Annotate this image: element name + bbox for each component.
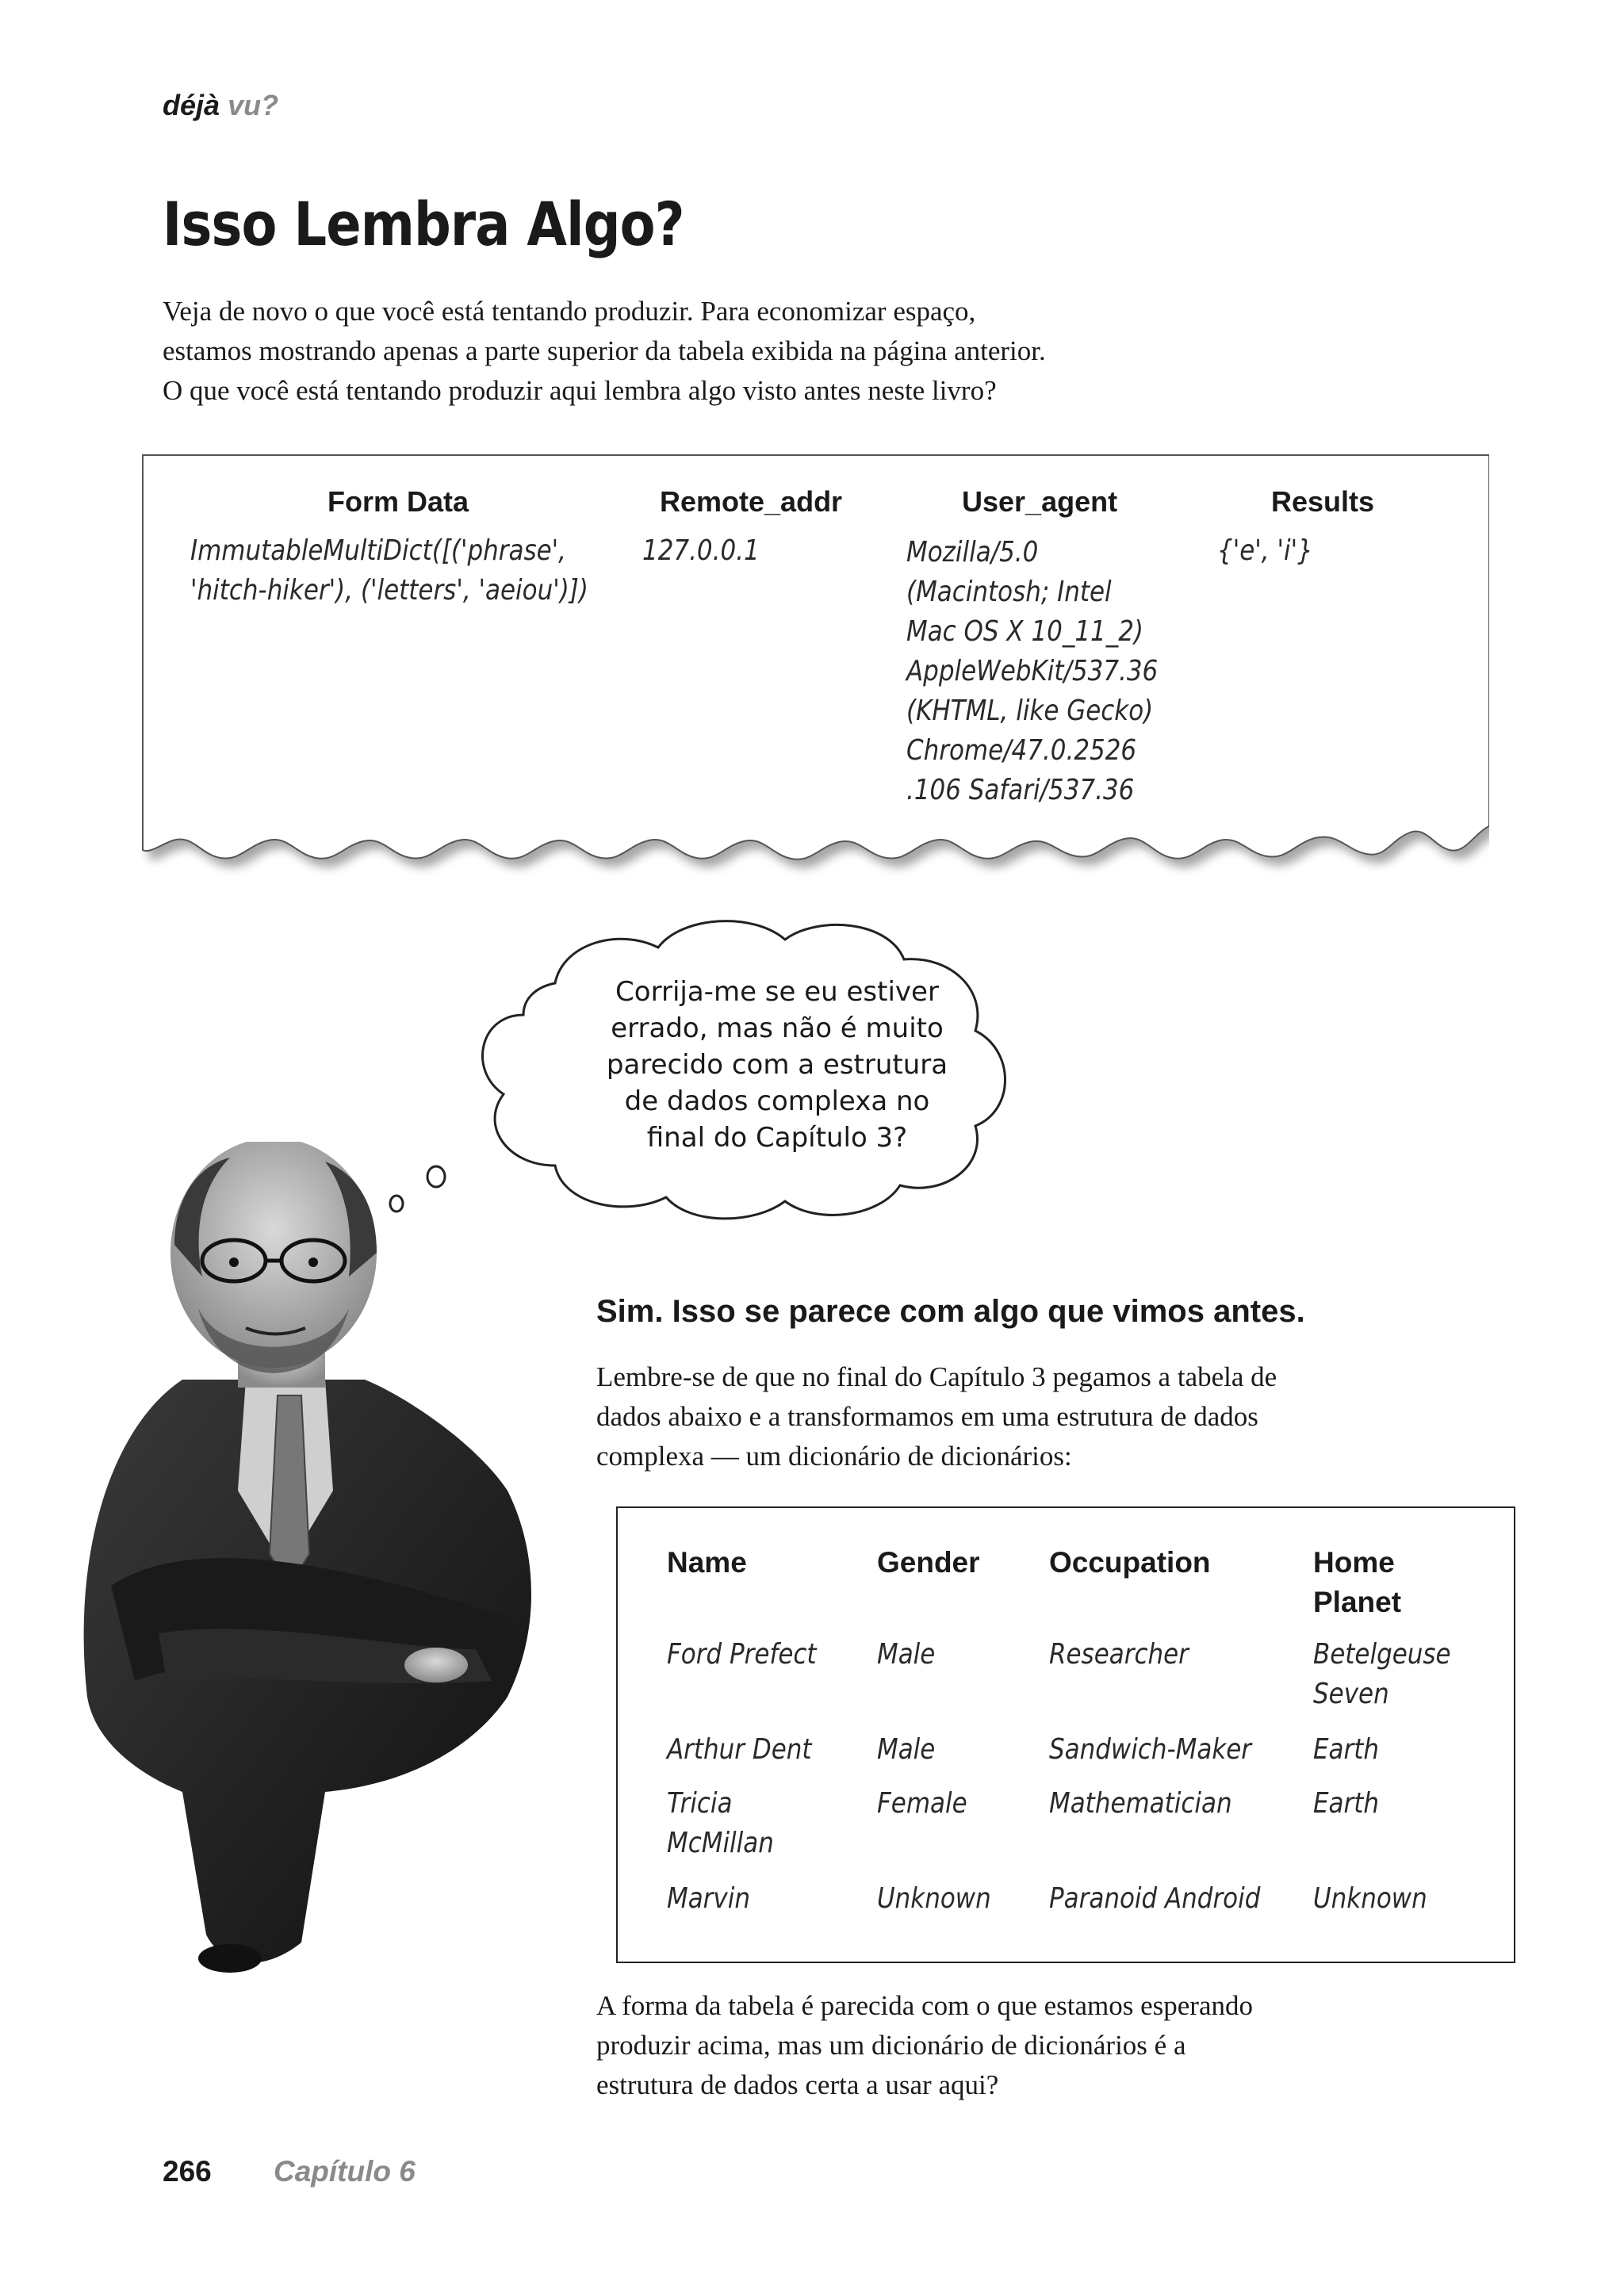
answer-line: dados abaixo e a transformamos em uma estrutura de dados (596, 1401, 1258, 1432)
td-occupation: Mathematician (1049, 1787, 1232, 1820)
td-gender: Male (877, 1733, 936, 1766)
bubble-line: errado, mas não é muito (611, 1013, 944, 1044)
col-header-form-data: Form Data (327, 485, 469, 518)
td-planet (1313, 1635, 1473, 1714)
answer-heading: Sim. Isso se parece com algo que vimos antes. (596, 1294, 1305, 1329)
cell-form-data (190, 531, 653, 611)
td-planet-line: Betelgeuse (1313, 1638, 1451, 1671)
intro-line: O que você está tentando produzir aqui lembra algo visto antes neste livro? (163, 375, 997, 406)
cell-line: (Macintosh; Intel (906, 576, 1112, 608)
th-home-planet (1313, 1543, 1401, 1622)
th-name: Name (667, 1546, 747, 1579)
th-occupation: Occupation (1049, 1546, 1211, 1579)
td-gender: Female (877, 1787, 967, 1820)
col-header-user-agent: User_agent (962, 485, 1118, 518)
td-gender: Male (877, 1638, 936, 1671)
chapter-label: Capítulo 6 (274, 2155, 416, 2188)
cell-line: Chrome/47.0.2526 (906, 734, 1137, 767)
cell-line: Mac OS X 10_11_2) (906, 615, 1143, 648)
intro-paragraph (163, 292, 1471, 411)
answer-line: complexa — um dicionário de dicionários: (596, 1441, 1072, 1472)
td-name-line: McMillan (667, 1827, 774, 1859)
th-home-line: Planet (1313, 1586, 1402, 1618)
td-occupation: Sandwich-Maker (1049, 1733, 1252, 1766)
td-planet-line: Seven (1313, 1678, 1389, 1710)
running-header (163, 89, 278, 122)
log-table-card (141, 454, 1489, 882)
td-name: Arthur Dent (667, 1733, 812, 1766)
cell-remote-addr: 127.0.0.1 (642, 534, 760, 567)
cell-line: (KHTML, like Gecko) (906, 695, 1154, 727)
page-number: 266 (163, 2155, 212, 2188)
col-header-remote-addr: Remote_addr (660, 485, 843, 518)
td-name (667, 1784, 791, 1863)
th-home-line: Home (1313, 1546, 1395, 1579)
td-planet: Earth (1313, 1733, 1380, 1766)
td-occupation: Researcher (1049, 1638, 1189, 1671)
cell-user-agent (906, 533, 1199, 810)
closing-line: produzir acima, mas um dicionário de dicionários é a (596, 2030, 1186, 2061)
bubble-line: Corrija-me se eu estiver (615, 976, 939, 1008)
answer-paragraph (596, 1357, 1277, 1476)
bubble-line: de dados complexa no (624, 1085, 930, 1117)
closing-line: A forma da tabela é parecida com o que estamos esperando (596, 1990, 1253, 2021)
page-title: Isso Lembra Algo? (163, 189, 684, 259)
bubble-line: parecido com a estrutura (606, 1049, 948, 1081)
running-header-main: déjà (163, 89, 220, 121)
th-gender: Gender (877, 1546, 980, 1579)
answer-line: Lembre-se de que no final do Capítulo 3 pegamos a tabela de (596, 1361, 1277, 1392)
closing-line: estrutura de dados certa a usar aqui? (596, 2069, 999, 2100)
running-header-accent: vu? (228, 89, 279, 121)
td-name: Ford Prefect (667, 1638, 817, 1671)
td-occupation: Paranoid Android (1049, 1882, 1261, 1915)
cell-line: AppleWebKit/537.36 (906, 655, 1159, 687)
td-planet: Earth (1313, 1787, 1380, 1820)
bubble-line: final do Capítulo 3? (646, 1122, 908, 1154)
cell-line: 'hitch-hiker'), ('letters', 'aeiou')]) (190, 574, 588, 607)
td-gender: Unknown (877, 1882, 991, 1915)
man-in-suit-illustration (63, 1142, 634, 1982)
cell-line: Mozilla/5.0 (906, 536, 1039, 568)
td-name: Marvin (667, 1882, 750, 1915)
col-header-results: Results (1271, 485, 1375, 518)
thought-bubble-text (515, 974, 1039, 1156)
intro-line: estamos mostrando apenas a parte superior da tabela exibida na página anterior. (163, 335, 1046, 366)
td-planet: Unknown (1313, 1882, 1427, 1915)
intro-line: Veja de novo o que você está tentando produzir. Para economizar espaço, (163, 296, 976, 327)
cell-line: .106 Safari/537.36 (906, 774, 1135, 806)
closing-paragraph (596, 1986, 1253, 2105)
cell-results: {'e', 'i'} (1217, 534, 1313, 567)
planet-table (616, 1506, 1515, 1963)
td-name-line: Tricia (667, 1787, 733, 1820)
cell-line: ImmutableMultiDict([('phrase', (190, 534, 567, 567)
